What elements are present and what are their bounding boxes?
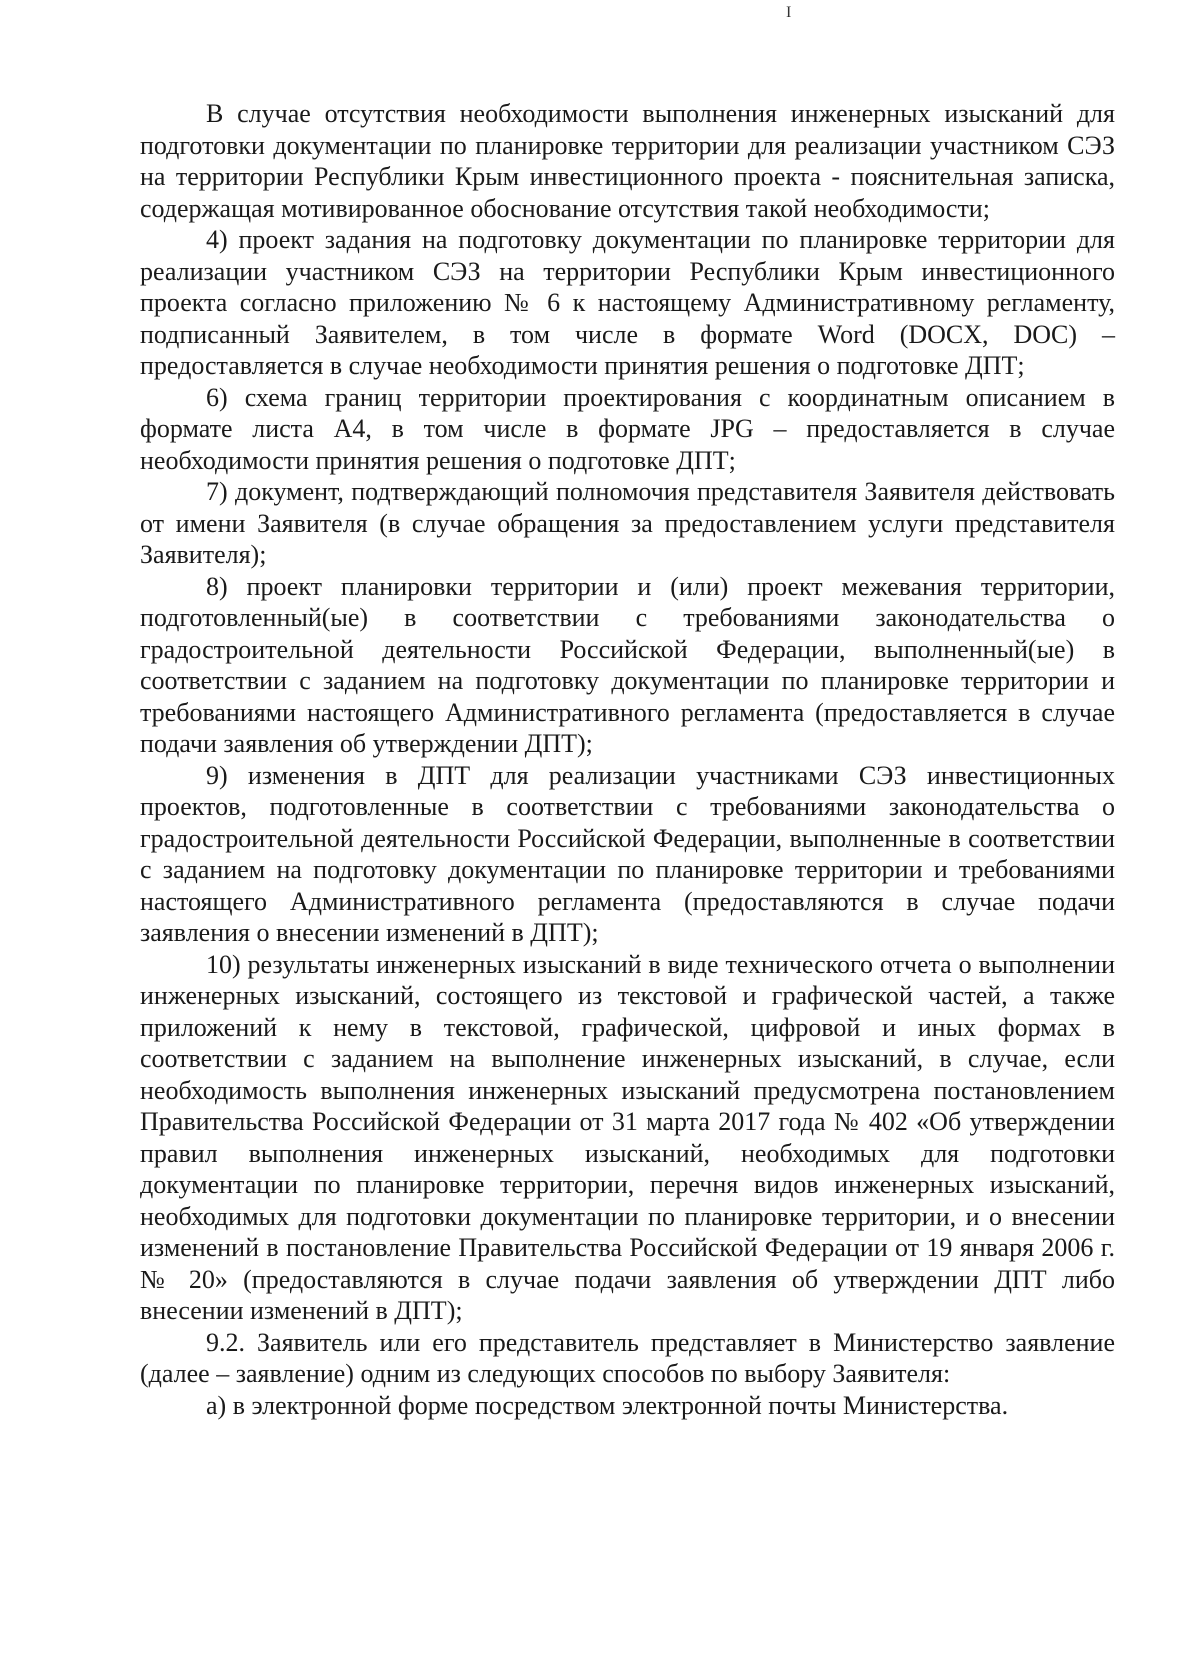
paragraph-item-9: 9) изменения в ДПТ для реализации участниками СЭЗ инвестиционных проектов, подготовленные в соответствии с требованиями законодательства о градостроительной деятельности Российской Федерации, выполненные в соответствии с заданием на подготовку документации по планировке территории и требованиями настоящего Административного регламента (предоставляются в случае подачи заявления о внесении изменений в ДПТ);: [140, 760, 1115, 947]
paragraph-section-9-2: 9.2. Заявитель или его представитель представляет в Министерство заявление (далее – заявление) одним из следующих способов по выбору Заявителя:: [140, 1327, 1115, 1388]
paragraph-item-6: 6) схема границ территории проектирования с координатным описанием в формате листа А4, в том числе в формате JPG – предоставляется в случае необходимости принятия решения о подготовке ДПТ;: [140, 382, 1115, 475]
document-body: [140, 98, 1115, 1421]
paragraph-item-8: 8) проект планировки территории и (или) проект межевания территории, подготовленный(ые) в соответствии с требованиями законодательства о градостроительной деятельности Российской Федерации, выполненный(ые) в соответствии с заданием на подготовку документации по планировке территории и требованиями настоящего Административного регламента (предоставляется в случае подачи заявления об утверждении ДПТ);: [140, 571, 1115, 758]
page-mark: I: [786, 4, 792, 21]
paragraph-no-surveys-note: В случае отсутствия необходимости выполнения инженерных изысканий для подготовки документации по планировке территории для реализации участником СЭЗ на территории Республики Крым инвестиционного проекта - пояснительная записка, содержащая мотивированное обоснование отсутствия такой необходимости;: [140, 99, 1115, 223]
paragraph-item-a: а) в электронной форме посредством электронной почты Министерства.: [206, 1390, 1009, 1420]
paragraph-item-4: 4) проект задания на подготовку документации по планировке территории для реализации участником СЭЗ на территории Республики Крым инвестиционного проекта согласно приложению № 6 к настоящему Административному регламенту, подписанный Заявителем, в том числе в формате Word (DOCX, DOC) – предоставляется в случае необходимости принятия решения о подготовке ДПТ;: [140, 225, 1115, 380]
paragraph-item-10: 10) результаты инженерных изысканий в виде технического отчета о выполнении инженерных изысканий, состоящего из текстовой и графической частей, а также приложений к нему в текстовой, графической, цифровой и иных формах в соответствии с заданием на выполнение инженерных изысканий, в случае, если необходимость выполнения инженерных изысканий предусмотрена постановлением Правительства Российской Федерации от 31 марта 2017 года № 402 «Об утверждении правил выполнения инженерных изысканий, необходимых для подготовки документации по планировке территории, перечня видов инженерных изысканий, необходимых для подготовки документации по планировке территории, и о внесении изменений в постановление Правительства Российской Федерации от 19 января 2006 г. № 20» (предоставляются в случае подачи заявления об утверждении ДПТ либо внесении изменений в ДПТ);: [140, 949, 1115, 1325]
paragraph-item-7: 7) документ, подтверждающий полномочия представителя Заявителя действовать от имени Заявителя (в случае обращения за предоставлением услуги представителя Заявителя);: [140, 477, 1115, 569]
